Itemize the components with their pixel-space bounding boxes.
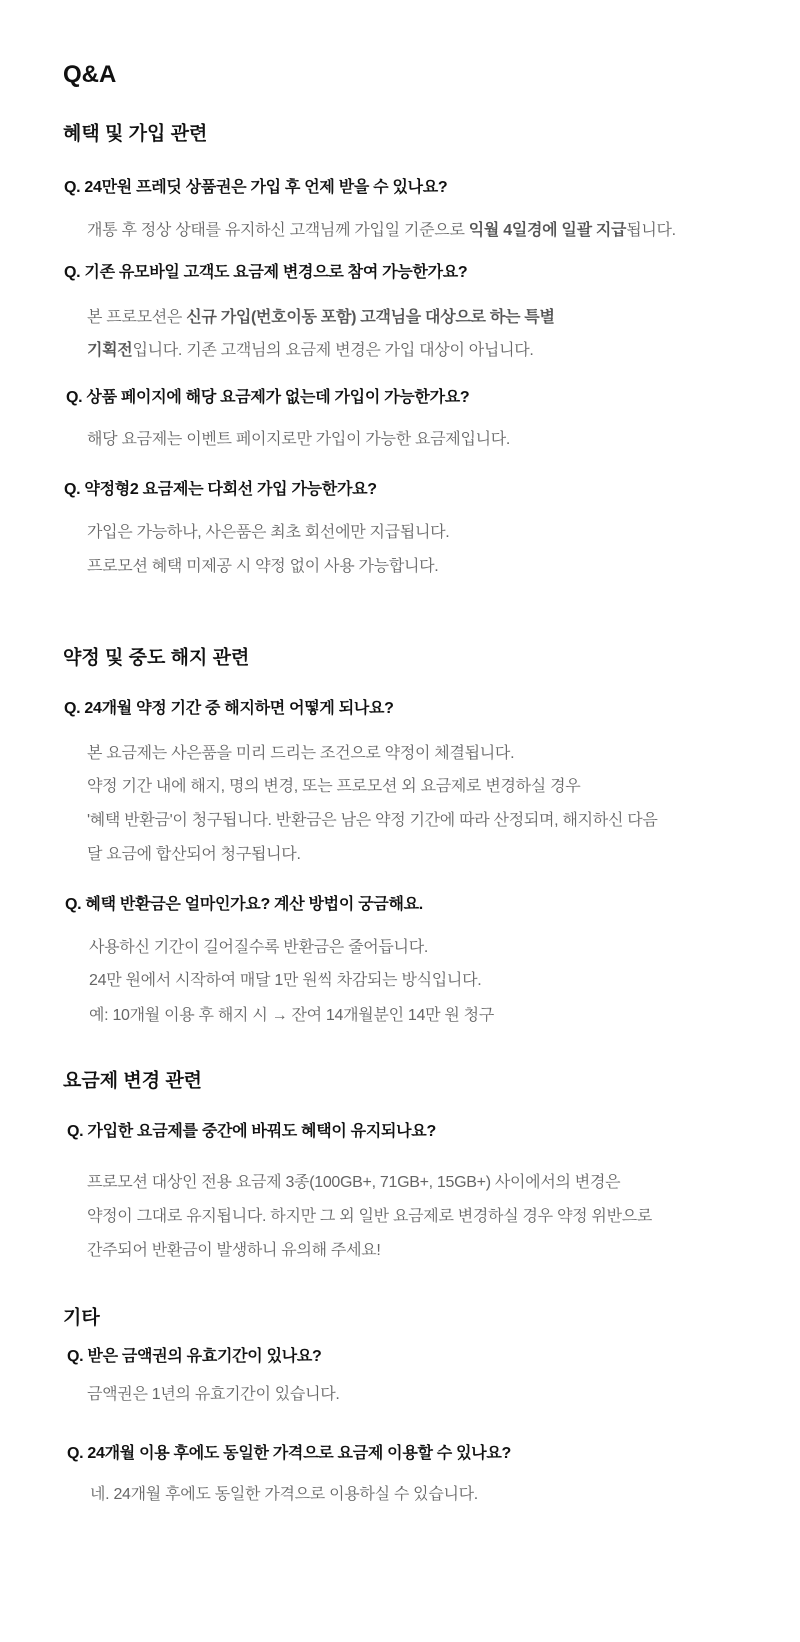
answer-emphasis: 익월 4일경에 일괄 지급 — [468, 222, 627, 239]
answer: '혜택 반환금'이 청구됩니다. 반환금은 남은 약정 기간에 따라 산정되며, 해지하신 다음 — [87, 812, 658, 829]
answer: 24만 원에서 시작하여 매달 1만 원씩 차감되는 방식입니다. — [89, 972, 482, 989]
answer-emphasis: 신규 가입(번호이동 포함) 고객님을 대상으로 하는 특별 — [186, 309, 555, 326]
answer-text: 개통 후 정상 상태를 유지하신 고객님께 가입일 기준으로 — [87, 222, 469, 239]
question: Q. 약정형2 요금제는 다회선 가입 가능한가요? — [64, 481, 377, 498]
answer: 본 요금제는 사은품을 미리 드리는 조건으로 약정이 체결됩니다. — [87, 745, 515, 762]
question: Q. 기존 유모바일 고객도 요금제 변경으로 참여 가능한가요? — [64, 264, 468, 281]
answer-emphasis: 기획전 — [87, 342, 133, 359]
answer — [87, 343, 534, 359]
answer-text: 본 프로모션은 — [87, 309, 187, 326]
question: Q. 24개월 약정 기간 중 해지하면 어떻게 되나요? — [64, 700, 394, 717]
question: Q. 혜택 반환금은 얼마인가요? 계산 방법이 궁금해요. — [65, 896, 423, 913]
answer: 약정이 그대로 유지됩니다. 하지만 그 외 일반 요금제로 변경하실 경우 약정 위반으로 — [87, 1208, 653, 1225]
answer-text: 됩니다. — [626, 222, 676, 239]
answer: 가입은 가능하나, 사은품은 최초 회선에만 지급됩니다. — [87, 524, 450, 541]
answer: 예: 10개월 이용 후 해지 시 → 잔여 14개월분인 14만 원 청구 — [89, 1007, 494, 1024]
section-heading: 혜택 및 가입 관련 — [63, 123, 208, 145]
answer: 네. 24개월 후에도 동일한 가격으로 이용하실 수 있습니다. — [90, 1486, 478, 1503]
section-heading: 기타 — [63, 1307, 100, 1329]
answer-text: 입니다. 기존 고객님의 요금제 변경은 가입 대상이 아닙니다. — [132, 342, 534, 359]
answer: 사용하신 기간이 길어질수록 반환금은 줄어듭니다. — [89, 939, 429, 956]
question: Q. 받은 금액권의 유효기간이 있나요? — [67, 1348, 322, 1365]
question: Q. 24만원 프레딧 상품권은 가입 후 언제 받을 수 있나요? — [64, 179, 448, 196]
answer: 프로모션 혜택 미제공 시 약정 없이 사용 가능합니다. — [87, 558, 439, 575]
section-heading: 약정 및 중도 해지 관련 — [63, 647, 250, 669]
question: Q. 가입한 요금제를 중간에 바꿔도 혜택이 유지되나요? — [67, 1123, 436, 1140]
answer: 해당 요금제는 이벤트 페이지로만 가입이 가능한 요금제입니다. — [87, 431, 511, 448]
answer: 프로모션 대상인 전용 요금제 3종(100GB+, 71GB+, 15GB+) 사이에서의 변경은 — [87, 1174, 621, 1191]
page-title: Q&A — [63, 61, 117, 88]
answer: 약정 기간 내에 해지, 명의 변경, 또는 프로모션 외 요금제로 변경하실 경우 — [87, 778, 581, 795]
answer: 달 요금에 합산되어 청구됩니다. — [87, 846, 301, 863]
answer — [87, 223, 676, 239]
answer: 간주되어 반환금이 발생하니 유의해 주세요! — [87, 1242, 381, 1259]
section-heading: 요금제 변경 관련 — [63, 1070, 203, 1092]
answer: 금액권은 1년의 유효기간이 있습니다. — [87, 1386, 340, 1403]
answer — [87, 310, 555, 326]
question: Q. 24개월 이용 후에도 동일한 가격으로 요금제 이용할 수 있나요? — [67, 1445, 512, 1462]
question: Q. 상품 페이지에 해당 요금제가 없는데 가입이 가능한가요? — [66, 389, 470, 406]
